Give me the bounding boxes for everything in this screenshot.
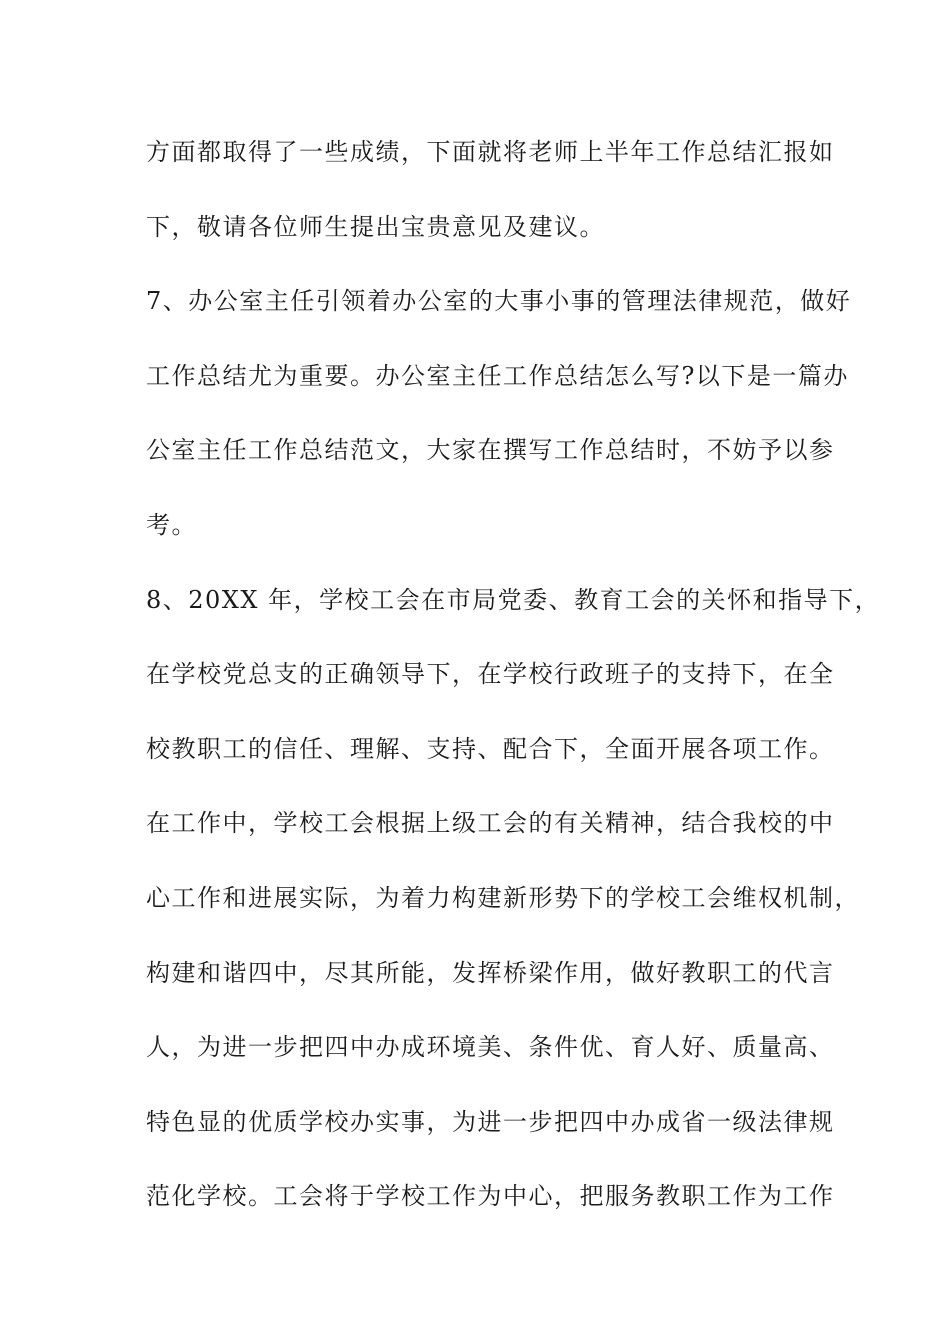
text-line: 构建和谐四中，尽其所能，发挥桥梁作用，做好教职工的代言	[146, 959, 835, 987]
text-line: 公室主任工作总结范文，大家在撰写工作总结时，不妨予以参	[146, 436, 835, 464]
text-line: 人，为进一步把四中办成环境美、条件优、育人好、质量高、	[146, 1033, 835, 1061]
text-line: 方面都取得了一些成绩，下面就将老师上半年工作总结汇报如	[146, 138, 835, 166]
text-line: 校教职工的信任、理解、支持、配合下，全面开展各项工作。	[146, 735, 835, 763]
text-line: 下，敬请各位师生提出宝贵意见及建议。	[146, 213, 605, 241]
text-line: 8、20XX 年，学校工会在市局党委、教育工会的关怀和指导下，	[146, 586, 881, 614]
text-line: 特色显的优质学校办实事，为进一步把四中办成省一级法律规	[146, 1108, 835, 1136]
text-line: 考。	[146, 511, 197, 539]
text-line: 工作总结尤为重要。办公室主任工作总结怎么写?以下是一篇办	[146, 362, 849, 390]
text-line: 7、办公室主任引领着办公室的大事小事的管理法律规范，做好	[146, 287, 852, 315]
text-line: 范化学校。工会将于学校工作为中心，把服务教职工作为工作	[146, 1182, 835, 1210]
text-line: 在工作中，学校工会根据上级工会的有关精神，结合我校的中	[146, 809, 835, 837]
text-line: 在学校党总支的正确领导下，在学校行政班子的支持下，在全	[146, 660, 835, 688]
text-line: 心工作和进展实际，为着力构建新形势下的学校工会维权机制，	[146, 884, 860, 912]
